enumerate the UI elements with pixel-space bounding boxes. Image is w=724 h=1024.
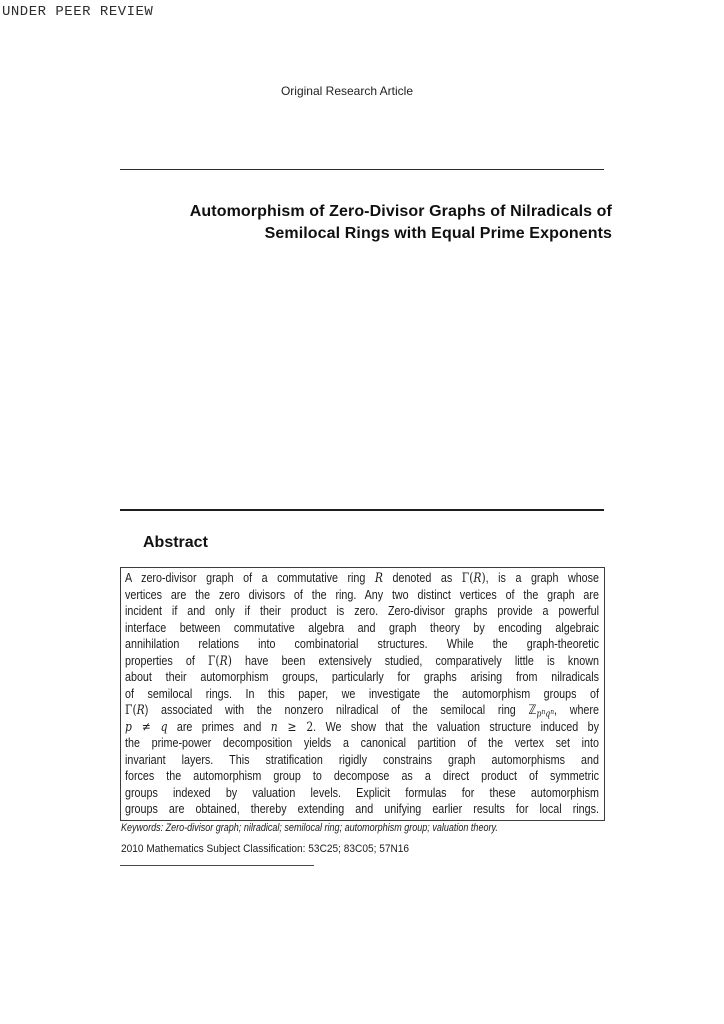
math-token: ≠: [131, 719, 161, 735]
math-token: ℤ: [528, 703, 537, 718]
paper-title-line2: Semilocal Rings with Equal Prime Exponents: [264, 224, 612, 242]
abstract-text: are primes and: [167, 718, 271, 734]
abstract-text: about their automorphism groups, particularly for graphs arising from nilradicals: [125, 669, 599, 684]
abstract-text: have been extensively studied, comparatively little is known: [231, 652, 599, 668]
abstract-text: of semilocal rings. In this paper, we investigate the automorphism groups of: [125, 685, 599, 701]
abstract-text: A zero-divisor graph of a commutative ring: [125, 570, 375, 585]
abstract-line: [125, 587, 599, 604]
abstract-text: groups are obtained, thereby extending and unifying earlier results for local rings.: [125, 801, 599, 816]
abstract-lines: [125, 570, 600, 818]
abstract-text: , is a graph whose: [485, 570, 599, 585]
abstract-text: . We show that the valuation structure induced by: [313, 718, 599, 734]
abstract-line: [125, 768, 599, 785]
paper-title-line1: Automorphism of Zero-Divisor Graphs of Nilradicals of: [189, 203, 612, 220]
abstract-line: [125, 702, 599, 719]
abstract-text: properties of: [125, 652, 208, 668]
abstract-line: [125, 785, 599, 802]
abstract-text: forces the automorphism group to decompose as a direct product of symmetric: [125, 768, 599, 783]
abstract-line: [125, 669, 599, 686]
math-token: p: [536, 708, 542, 719]
abstract-line: [125, 686, 599, 703]
abstract-line: [125, 653, 599, 670]
abstract-text: interface between commutative algebra and graph theory by encoding algebraic: [125, 619, 599, 635]
math-token: ): [227, 653, 232, 669]
abstract-heading: Abstract: [143, 534, 208, 551]
math-token: n: [270, 719, 278, 735]
abstract-text: groups indexed by valuation levels. Explicit formulas for these automorphism: [125, 784, 599, 800]
math-token: Γ(: [125, 703, 137, 718]
math-token: n: [550, 707, 555, 717]
math-token: R: [136, 703, 145, 718]
abstract-text: denoted as: [382, 570, 462, 585]
math-token: p: [125, 719, 132, 735]
paper-title: [118, 201, 612, 244]
math-token: ): [481, 571, 486, 586]
peer-review-watermark: UNDER PEER REVIEW: [2, 4, 154, 20]
top-rule: [120, 169, 604, 170]
footnote-rule: [120, 865, 314, 866]
abstract-rule: [120, 509, 604, 511]
abstract-line: [125, 801, 599, 818]
keywords-line: Keywords: Zero-divisor graph; nilradical; semilocal ring; automorphism group; valuation theory.: [121, 822, 498, 834]
math-token: q: [160, 719, 168, 735]
math-token: ≥ 2: [277, 719, 314, 735]
abstract-text: incident if and only if their product is zero. Zero-divisor graphs provide a powerful: [125, 603, 599, 618]
math-token: R: [374, 571, 383, 586]
math-token: n: [541, 707, 546, 717]
abstract-text: vertices are the zero divisors of the ring. Any two distinct vertices of the graph are: [125, 586, 599, 602]
math-token: Γ(: [207, 653, 220, 669]
abstract-line: [125, 603, 599, 620]
math-token: Γ(: [461, 571, 474, 586]
math-token: R: [473, 571, 482, 586]
abstract-text: invariant layers. This stratification rigidly constrains graph automorphisms and: [125, 751, 599, 767]
abstract-line: [125, 735, 599, 752]
abstract-line: [125, 636, 599, 653]
abstract-text: annihilation relations into combinatorial structures. While the graph-theoretic: [125, 636, 599, 651]
abstract-line: [125, 570, 599, 587]
abstract-box: [120, 567, 605, 821]
math-token: q: [545, 708, 551, 719]
article-type-label: Original Research Article: [280, 84, 414, 98]
abstract-line: [125, 620, 599, 637]
abstract-text: , where: [554, 702, 599, 717]
abstract-line: [125, 719, 599, 736]
math-token: R: [219, 653, 228, 669]
abstract-line: [125, 752, 599, 769]
msc-line: 2010 Mathematics Subject Classification: 53C25; 83C05; 57N16: [121, 843, 410, 855]
abstract-text: ) associated with the nonzero nilradical of the semilocal ring: [144, 702, 529, 717]
abstract-text: the prime-power decomposition yields a canonical partition of the vertex set into: [125, 735, 599, 750]
